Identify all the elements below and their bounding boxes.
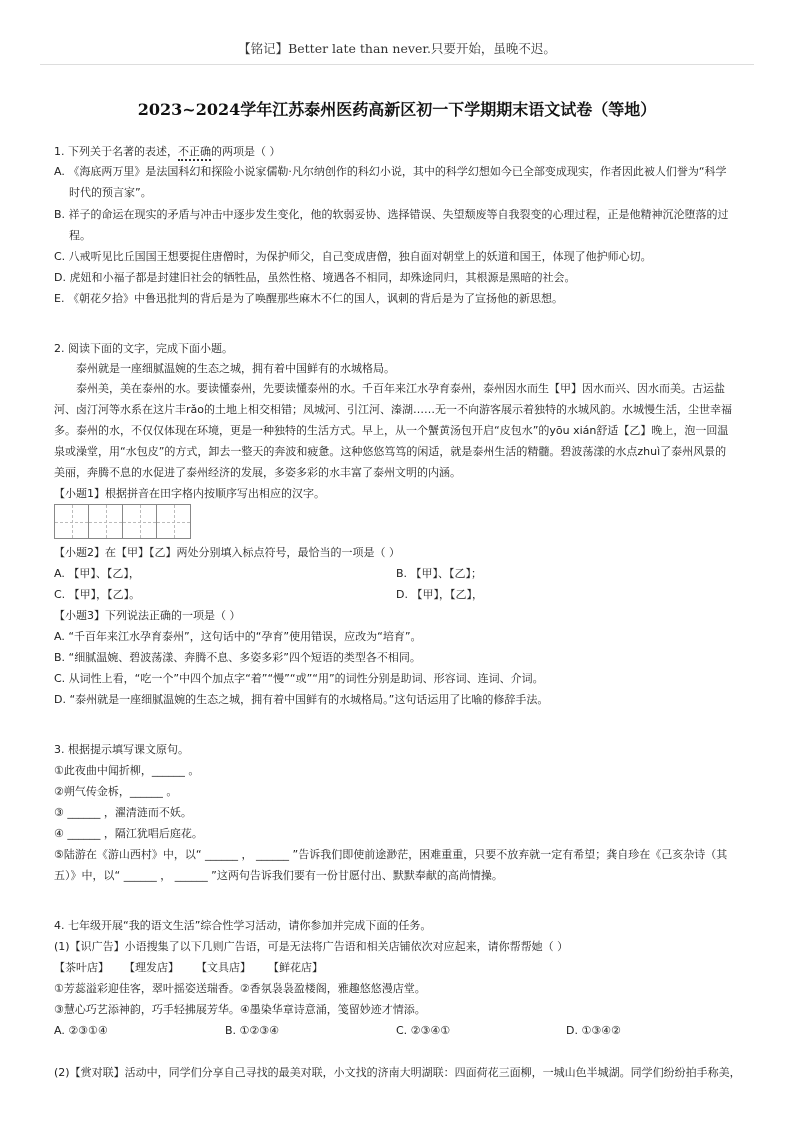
shop-flower: 【鲜花店】: [268, 961, 323, 974]
q1-option-c: C. 八戒听见比丘国国王想要捉住唐僧时，为保护师父，自己变成唐僧，独自面对朝堂上的妖道和国王，体现了他护师心切。: [54, 250, 652, 263]
q1-stem: [54, 144, 744, 160]
q1-option-a-line2: 时代的预言家”。: [69, 186, 152, 199]
q3-stem: 3. 根据提示填写课文原句。: [54, 743, 189, 756]
q2-passage-p1: 泰州就是一座细腻温婉的生态之城，拥有着中国鲜有的水城格局。: [76, 362, 395, 375]
shop-barber: 【理发店】: [124, 961, 179, 974]
q1-stem-pre: 1. 下列关于名著的表述，: [54, 145, 178, 158]
q4-options: [54, 1023, 744, 1039]
q2-passage-p2-line1: 泰州美，美在泰州的水。要读懂泰州，先要读懂泰州的水。千百年来江水孕育泰州，泰州因水而生【甲】因水而兴、因水而美。古运盐: [76, 382, 725, 395]
q2-passage-p2-line2: 河、卤汀河等水系在这片丰rǎo的土地上相交相错；凤城河、引江河、溱湖……无一不向游客展示着独特的水城风韵。水城慢生活，尘世幸福: [54, 403, 732, 416]
q1-stem-post: 的两项是（ ）: [211, 145, 281, 158]
q1-option-b-line2: 程。: [69, 229, 91, 242]
q4-task2: (2)【赏对联】活动中，同学们分享自己寻找的最美对联，小文找的济南大明湖联：四面荷花三面柳，一城山色半城湖。同学们纷纷拍手称美，: [54, 1066, 741, 1079]
tianzige-cell[interactable]: [54, 504, 89, 539]
q2-sub2: 【小题2】在【甲】【乙】两处分别填入标点符号，最恰当的一项是（ ）: [54, 546, 400, 559]
q4-ads-line1: ①芳蕊溢彩迎佳客，翠叶摇姿送瑞香。②香氛袅袅盈楼阁，雅趣悠悠漫店堂。: [54, 982, 426, 995]
q1-option-b-line1: B. 祥子的命运在现实的矛盾与冲击中逐步发生变化，他的软弱妥协、选择错误、失望颓废等自我裂变的心理过程，正是他精神沉沦堕落的过: [54, 208, 729, 221]
q4-option-c: C. ②③④①: [396, 1024, 451, 1037]
q2-sub3-option-b: B. “细腻温婉、碧波荡漾、奔腾不息、多姿多彩”四个短语的类型各不相同。: [54, 651, 421, 664]
tianzige-grid: [54, 504, 190, 539]
q2-passage-p2-line4: 泉或澡堂，用“水包皮”的方式，卸去一整天的奔波和疲惫。这种悠悠笃笃的闲适，就是泰州生活的精髓。碧波荡漾的水点zhuì了泰州风景的: [54, 445, 727, 458]
q4-stem: 4. 七年级开展“我的语文生活”综合性学习活动，请你参加并完成下面的任务。: [54, 919, 432, 932]
q3-line4: ④ ______ ，隔江犹唱后庭花。: [54, 827, 203, 840]
q4-shop-list: [54, 960, 744, 976]
q2-stem: 2. 阅读下面的文字，完成下面小题。: [54, 342, 233, 355]
q4-ads-line2: ③慧心巧艺添神韵，巧手轻拂展芳华。④墨染华章诗意涌，笺留妙迹才情添。: [54, 1003, 426, 1016]
q3-line3: ③ ______ ，濯清涟而不妖。: [54, 806, 192, 819]
q4-option-b: B. ①②③④: [225, 1024, 279, 1037]
shop-stationery: 【文具店】: [196, 961, 251, 974]
q2-sub3-option-d: D. “泰州就是一座细腻温婉的生态之城，拥有着中国鲜有的水城格局。”这句话运用了比喻的修辞手法。: [54, 693, 549, 706]
tianzige-cell[interactable]: [88, 504, 123, 539]
q2-sub2-option-d: D. 【甲】，【乙】，: [396, 588, 483, 601]
q4-task1: (1)【识广告】小语搜集了以下几则广告语，可是无法将广告语和相关店铺依次对应起来，请你帮帮她（ ）: [54, 940, 569, 953]
q2-passage-p2-line3: 多。泰州的水，不仅仅体现在环境，更是一种独特的生活方式。早上，从一个蟹黄汤包开启“皮包水”的yōu xián舒适【乙】晚上，泡一回温: [54, 424, 729, 437]
q2-passage-p2-line5: 美丽，奔腾不息的水促进了泰州经济的发展，多姿多彩的水丰富了泰州文明的内涵。: [54, 466, 461, 479]
q1-stem-emphasis: 不正确: [178, 145, 211, 161]
tianzige-cell[interactable]: [122, 504, 157, 539]
q3-line1: ①此夜曲中闻折柳，______ 。: [54, 764, 200, 777]
header-motto: 【铭记】Better late than never.只要开始，虽晚不迟。: [238, 41, 556, 56]
q2-sub3-option-c: C. 从词性上看，“吃一个”中四个加点字“着”“慢”“或”“用”的词性分别是助词、形容词、连词、介词。: [54, 672, 544, 685]
q3-line5-part2: 五）》中，以“ ______ ， ______ ”这两句告诉我们要有一份甘愿付出、默默奉献的高尚情操。: [54, 869, 503, 882]
tianzige-cell[interactable]: [156, 504, 191, 539]
q4-option-a: A. ②③①④: [54, 1024, 108, 1037]
q4-option-d: D. ①③④②: [566, 1024, 621, 1037]
q1-option-a-line1: A. 《海底两万里》是法国科幻和探险小说家儒勒·凡尔纳创作的科幻小说，其中的科学幻想如今已全部变成现实，作者因此被人们誉为“科学: [54, 165, 727, 178]
q2-sub3: 【小题3】下列说法正确的一项是（ ）: [54, 609, 241, 622]
q3-line2: ②朔气传金柝，______ 。: [54, 785, 178, 798]
q2-sub2-option-a: A. 【甲】、【乙】，: [54, 567, 140, 580]
q2-sub1: 【小题1】根据拼音在田字格内按顺序写出相应的汉字。: [54, 487, 325, 500]
q2-sub2-option-c: C. 【甲】，【乙】。: [54, 588, 141, 601]
shop-tea: 【茶叶店】: [54, 961, 109, 974]
page-title: 2023~2024学年江苏泰州医药高新区初一下学期期末语文试卷（等地）: [137, 100, 657, 119]
q1-option-e: E. 《朝花夕拾》中鲁迅批判的背后是为了唤醒那些麻木不仁的国人，讽刺的背后是为了宣扬他的新思想。: [54, 292, 563, 305]
q2-sub2-option-b: B. 【甲】、【乙】；: [396, 567, 483, 580]
q2-sub3-option-a: A. “千百年来江水孕育泰州”，这句话中的“孕育”使用错误，应改为“培育”。: [54, 630, 422, 643]
header-divider: [40, 64, 754, 65]
q1-option-d: D. 虎妞和小福子都是封建旧社会的牺牲品，虽然性格、境遇各不相同，却殊途同归，其根源是黑暗的社会。: [54, 271, 576, 284]
q3-line5-part1: ⑤陆游在《游山西村》中，以“ ______ ， ______ ”告诉我们即使前途渺茫，困难重重，只要不放弃就一定有希望；龚自珍在《己亥杂诗（其: [54, 848, 728, 861]
